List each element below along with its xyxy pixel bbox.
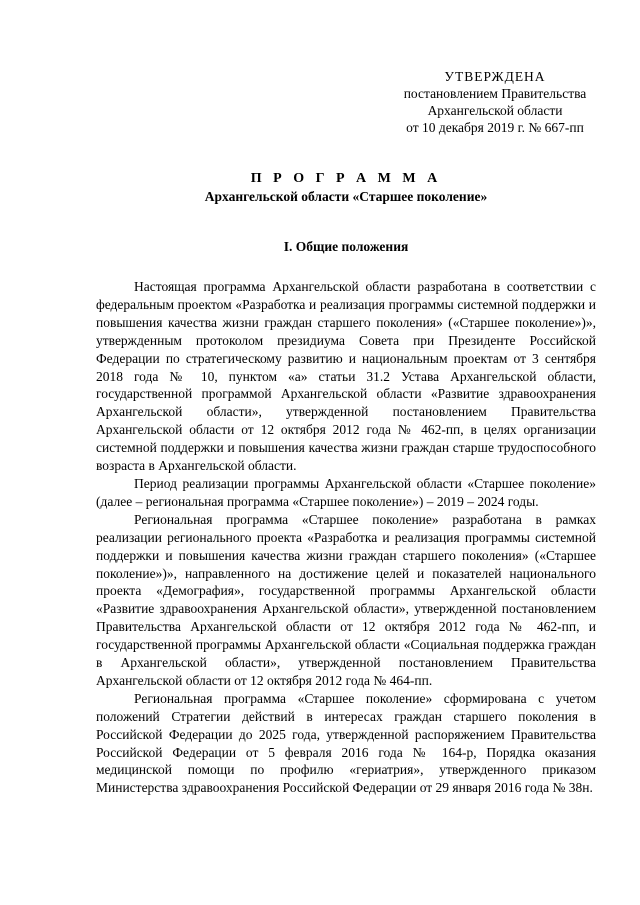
paragraph: Региональная программа «Старшее поколение» сформирована с учетом положений Стратегии действий в интересах граждан старшего поколения в Российской Федерации до 2025 года, утвержденной распоряжением Правительства Российской Федерации от 5 февраля 2016 года № 164-р, Порядка оказания медицинской помощи по профилю «гериатрия», утвержденного приказом Министерства здравоохранения Российской Федерации от 29 января 2016 года № 38н. (96, 690, 596, 796)
paragraph: Региональная программа «Старшее поколение» разработана в рамках реализации регионального проекта «Разработка и реализация программы системной поддержки и повышения качества жизни граждан старшего поколения» («Старшее поколение»)», направленного на достижение целей и показателей национального проекта «Демография», государственной программы Архангельской области «Развитие здравоохранения Архангельской области», утвержденной постановлением Правительства Архангельской области от 12 октября 2012 года № 462-пп, и государственной программы Архангельской области «Социальная поддержка граждан в Архангельской области», утвержденной постановлением Правительства Архангельской области от 12 октября 2012 года № 464-пп. (96, 511, 596, 688)
document-title: П Р О Г Р А М М А (250, 171, 442, 186)
approval-word: УТВЕРЖДЕНА (444, 69, 546, 84)
approval-line-1: постановлением Правительства (403, 86, 587, 101)
paragraph: Период реализации программы Архангельской области «Старшее поколение» (далее – региональная программа «Старшее поколение») – 2019 – 2024 годы. (96, 475, 596, 509)
approval-stamp (380, 68, 610, 136)
section-heading: I. Общие положения (283, 239, 409, 254)
approval-line-2: Архангельской области (427, 103, 563, 118)
paragraph: Настоящая программа Архангельской области разработана в соответствии с федеральным проектом «Разработка и реализация программы системной поддержки и повышения качества жизни граждан старшего поколения» («Старшее поколение»)», утвержденным протоколом президиума Совета при Президенте Российской Федерации по стратегическому развитию и национальным проектам от 3 сентября 2018 года № 10, пунктом «а» статьи 31.2 Устава Архангельской области, государственной программой Архангельской области «Развитие здравоохранения Архангельской области», утвержденной постановлением Правительства Архангельской области от 12 октября 2012 года № 462-пп, в целях организации системной поддержки и повышения качества жизни граждан старше трудоспособного возраста в Архангельской области. (96, 279, 596, 474)
body-text (96, 278, 596, 797)
document-subtitle: Архангельской области «Старшее поколение» (204, 189, 488, 204)
approval-line-3: от 10 декабря 2019 г. № 667-пп (406, 120, 584, 135)
